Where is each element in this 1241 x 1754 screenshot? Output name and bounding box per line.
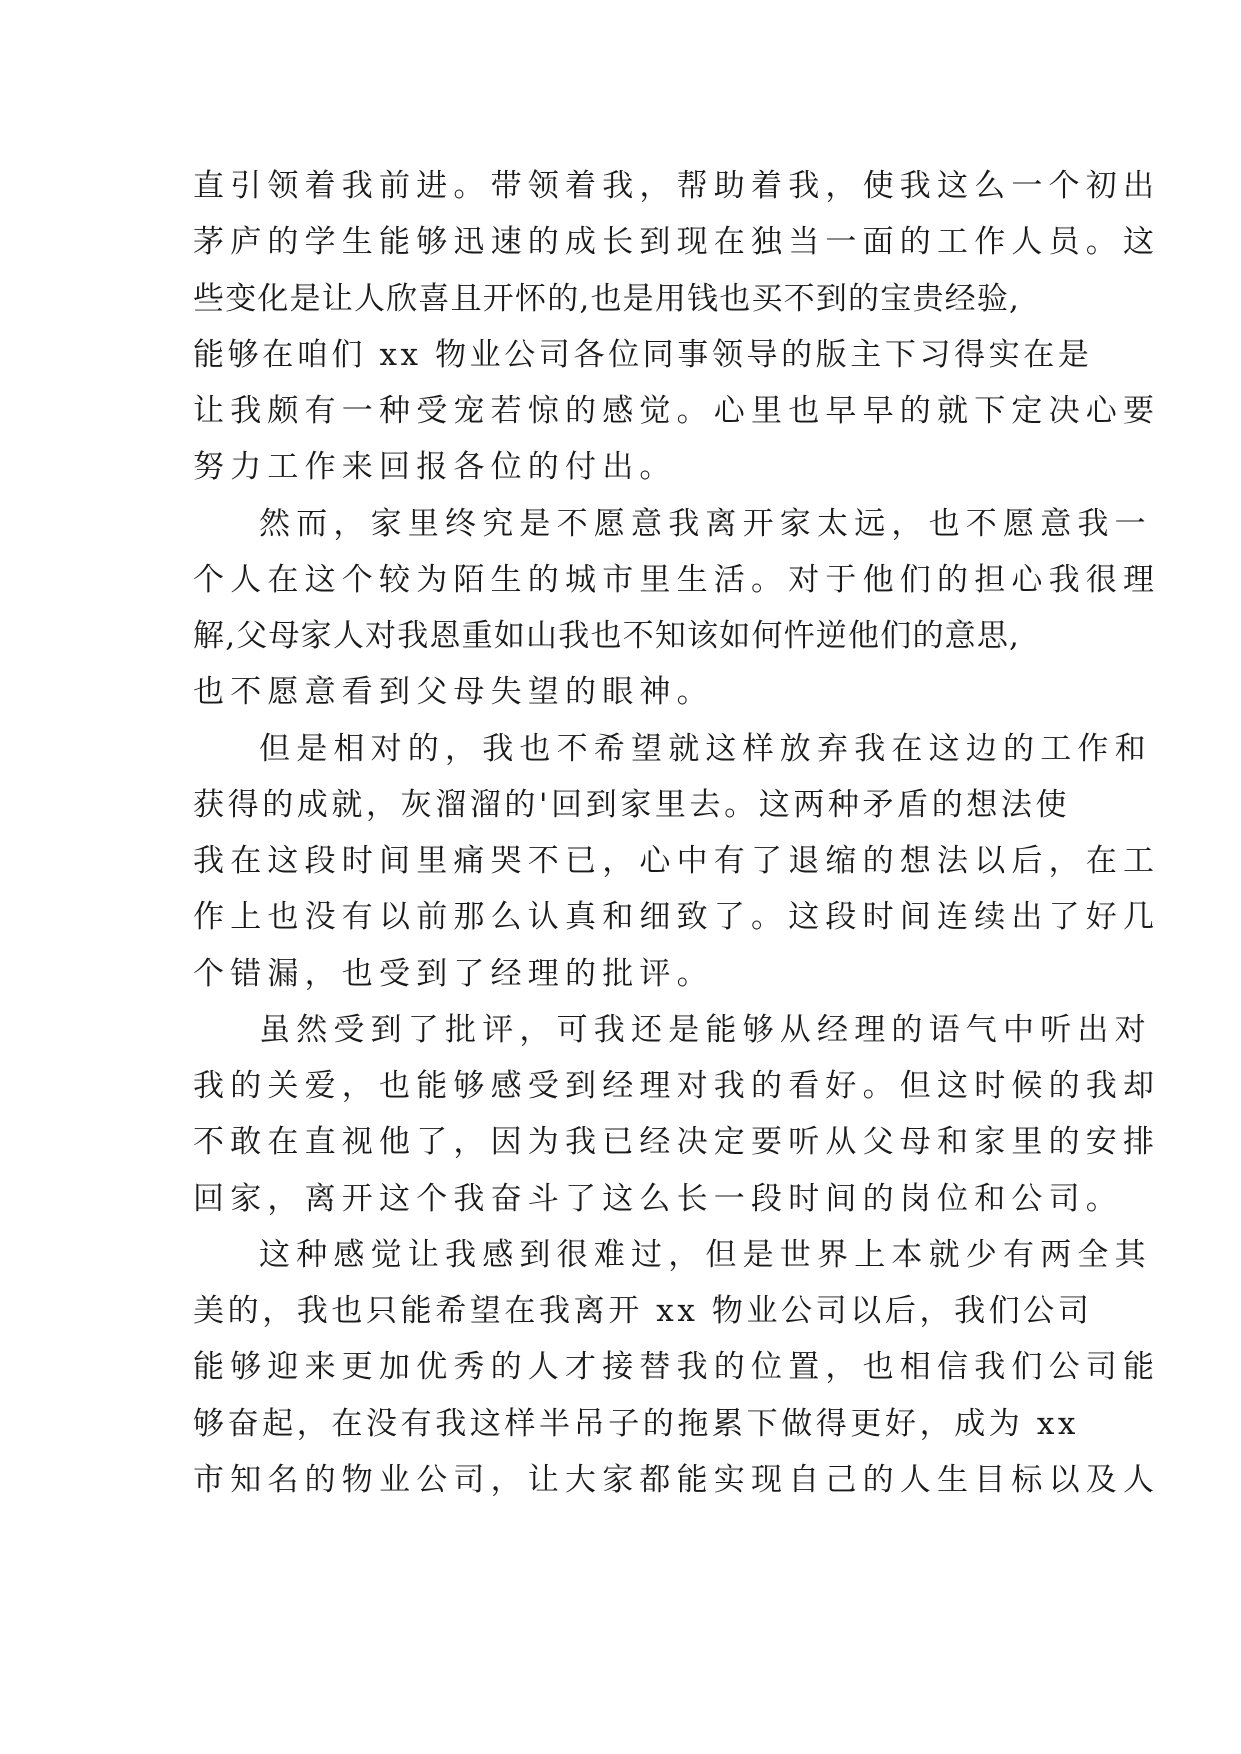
text-line: 努力工作来回报各位的付出。 — [193, 449, 677, 486]
text-line: 我在这段时间里痛哭不已，心中有了退缩的想法以后，在工 — [193, 843, 1161, 879]
text-line: 获得的成就，灰溜溜的'回到家里去。这两种矛盾的想法使 — [193, 786, 1071, 823]
text-line: 些变化是让人欣喜且开怀的,也是用钱也买不到的宝贵经验, — [193, 280, 1021, 317]
paragraph-start-line: 虽然受到了批评，可我还是能够从经理的语气中听出对 — [259, 1011, 1152, 1048]
text-line: 够奋起，在没有我这样半吊子的拖累下做得更好，成为 xx — [193, 1405, 1080, 1442]
body-text — [193, 158, 1161, 1508]
text-line: 也不愿意看到父母失望的眼神。 — [193, 674, 714, 711]
text-line: 茅庐的学生能够迅速的成长到现在独当一面的工作人员。这 — [193, 224, 1161, 261]
text-line: 能够迎来更加优秀的人才接替我的位置，也相信我们公司能 — [193, 1349, 1161, 1386]
text-line: 不敢在直视他了，因为我已经决定要听从父母和家里的安排 — [193, 1124, 1161, 1161]
text-line: 解,父母家人对我恩重如山我也不知该如何忤逆他们的意思, — [193, 618, 1021, 654]
text-line: 作上也没有以前那么认真和细致了。这段时间连续出了好几 — [193, 899, 1161, 936]
paragraph-start-line: 但是相对的，我也不希望就这样放弃我在这边的工作和 — [259, 730, 1152, 767]
text-line: 我的关爱，也能够感受到经理对我的看好。但这时候的我却 — [193, 1068, 1161, 1104]
text-line: 个错漏，也受到了经理的批评。 — [193, 955, 714, 992]
text-line: 美的，我也只能希望在我离开 xx 物业公司以后，我们公司 — [193, 1293, 1093, 1329]
text-line: 能够在咱们 xx 物业公司各位同事领导的版主下习得实在是 — [193, 336, 1093, 373]
text-line: 市知名的物业公司，让大家都能实现自己的人生目标以及人 — [193, 1461, 1161, 1498]
text-line: 让我颇有一种受宠若惊的感觉。心里也早早的就下定决心要 — [193, 393, 1161, 429]
text-line: 直引领着我前进。带领着我，帮助着我，使我这么一个初出 — [193, 168, 1161, 204]
paragraph-start-line: 这种感觉让我感到很难过，但是世界上本就少有两全其 — [259, 1236, 1152, 1273]
paragraph-start-line: 然而，家里终究是不愿意我离开家太远，也不愿意我一 — [259, 505, 1152, 542]
text-line: 回家，离开这个我奋斗了这么长一段时间的岗位和公司。 — [193, 1180, 1123, 1217]
text-line: 个人在这个较为陌生的城市里生活。对于他们的担心我很理 — [193, 561, 1161, 598]
